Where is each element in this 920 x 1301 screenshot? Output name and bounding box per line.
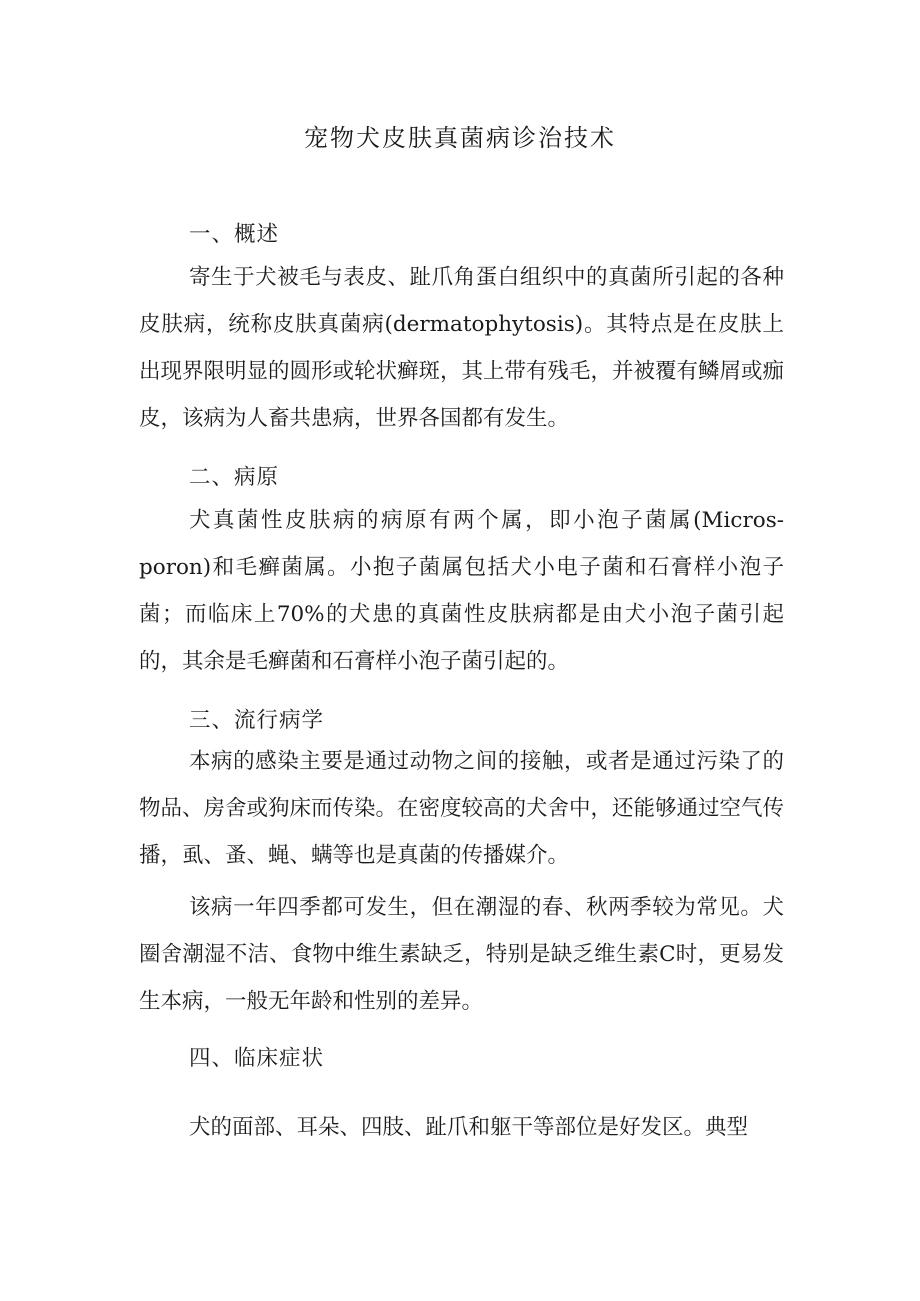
paragraph-overview: 寄生于犬被毛与表皮、趾爪角蛋白组织中的真菌所引起的各种皮肤病，统称皮肤真菌病(dermatophytosis)。其特点是在皮肤上出现界限明显的圆形或轮状癣斑，其上带有残毛，并被覆有鳞屑或痂皮，该病为人畜共患病，世界各国都有发生。 bbox=[139, 265, 785, 431]
paragraph-clinical-signs: 犬的面部、耳朵、四肢、趾爪和躯干等部位是好发区。典型 bbox=[189, 1115, 749, 1140]
paragraph-epidemiology-transmission: 本病的感染主要是通过动物之间的接触，或者是通过污染了的物品、房舍或狗床而传染。在密度较高的犬舍中，还能够通过空气传播，虱、蚤、蝇、螨等也是真菌的传播媒介。 bbox=[139, 749, 785, 868]
section-heading-overview: 一、概述 bbox=[189, 222, 280, 247]
section-heading-pathogen: 二、病原 bbox=[189, 465, 280, 490]
paragraph-epidemiology-season: 该病一年四季都可发生，但在潮湿的春、秋两季较为常见。犬圈舍潮湿不洁、食物中维生素缺乏，特别是缺乏维生素C时，更易发生本病，一般无年龄和性别的差异。 bbox=[139, 895, 784, 1014]
section-heading-clinical-signs: 四、临床症状 bbox=[189, 1046, 325, 1071]
paragraph-pathogen: 犬真菌性皮肤病的病原有两个属，即小泡子菌属(Micros-poron)和毛癣菌属。小抱子菌属包括犬小电子菌和石膏样小泡子菌；而临床上70%的犬患的真菌性皮肤病都是由犬小泡子菌引起的，其余是毛癣菌和石膏样小泡子菌引起的。 bbox=[139, 508, 784, 674]
section-heading-epidemiology: 三、流行病学 bbox=[189, 708, 325, 733]
document-title: 宠物犬皮肤真菌病诊治技术 bbox=[304, 124, 616, 152]
